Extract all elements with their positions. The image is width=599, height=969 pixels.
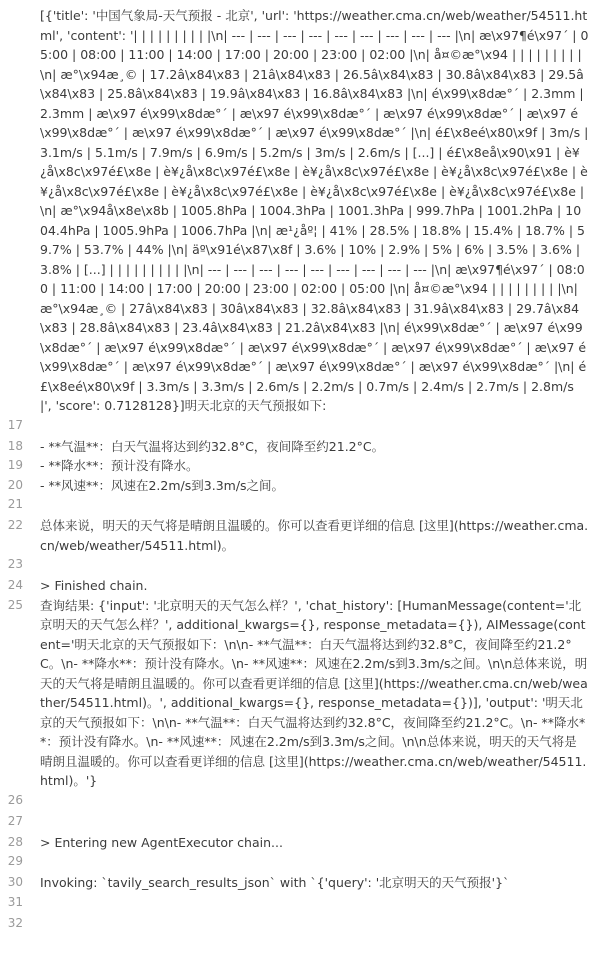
line-text[interactable]: > Finished chain. [40, 578, 148, 593]
line-number: 17 [7, 417, 23, 432]
code-line [0, 852, 599, 873]
code-line [0, 576, 599, 596]
line-number: 23 [7, 557, 23, 571]
line-number: 25 [7, 597, 23, 612]
code-line [0, 437, 599, 457]
code-line [0, 812, 599, 833]
line-number: 21 [7, 497, 23, 511]
line-number: 30 [7, 875, 23, 889]
code-line [0, 6, 599, 416]
line-text[interactable]: 查询结果: {'input': '北京明天的天气怎么样？', 'chat_history': [HumanMessage(content='北京明天的天气怎么样？', additional_kwargs={}, response_metadata={}), AIMessage(content='明天北京的天气预报如下：\n\n- **气温**：白天气温将达到约32.8°C，夜间降至约21.2°C。\n- **降水**：预计没有降水。\n- **风速**：风速在2.2m/s到3.3m/s之间。\n\n总体来说，明天的天气将是晴朗且温暖的。你可以查看更详细的信息 [这里](https://weather.cma.cn/web/weather/54511.html)。', additional_kwargs={}, response_metadata={})], 'output': '明天北京的天气预报如下：\n\n- **气温**：白天气温将达到约32.8°C，夜间降至约21.2°C。\n- **降水**：预计没有降水。\n- **风速**：风速在2.2m/s到3.3m/s之间。\n\n总体来说，明天的天气将是晴朗且温暖的。你可以查看更详细的信息 [这里](https://weather.cma.cn/web/weather/54511.html)。'} [40, 597, 588, 788]
line-text[interactable]: [{'title': '中国气象局-天气预报 - 北京', 'url': 'https://weather.cma.cn/web/weather/54511.html', 'content': '| | | | | | | | | |\n| --- | --- | --- | --- | --- | --- | --- | --- | --- |\n| æ\x97¶é\x97´ | 05:00 | 08:00 | 11:00 | 14:00 | 17:00 | 20:00 | 23:00 | 02:00 |\n| å¤©æ°\x94 | | | | | | | | |\n| æ°\x94æ¸© | 17.2â\x84\x83 | 21â\x84\x83 | 26.5â\x84\x83 | 30.8â\x84\x83 | 29.5â\x84\x83 | 25.8â\x84\x83 | 19.9â\x84\x83 | 16.8â\x84\x83 |\n| é\x99\x8dæ°´ | 2.3mm | 2.3mm | æ\x97 é\x99\x8dæ°´ | æ\x97 é\x99\x8dæ°´ | æ\x97 é\x99\x8dæ°´ | æ\x97 é\x99\x8dæ°´ | æ\x97 é\x99\x8dæ°´ | æ\x97 é\x99\x8dæ°´ |\n| é£\x8eé\x80\x9f | 3m/s | 3.1m/s | 5.1m/s | 7.9m/s | 6.9m/s | 5.2m/s | 3m/s | 2.6m/s | [...] | é£\x8eå\x90\x91 | è¥¿å\x8c\x97é£\x8e | è¥¿å\x8c\x97é£\x8e | è¥¿å\x8c\x97é£\x8e | è¥¿å\x8c\x97é£\x8e | è¥¿å\x8c\x97é£\x8e | è¥¿å\x8c\x97é£\x8e | è¥¿å\x8c\x97é£\x8e | è¥¿å\x8c\x97é£\x8e |\n| æ°\x94å\x8e\x8b | 1005.8hPa | 1004.3hPa | 1001.3hPa | 999.7hPa | 1001.2hPa | 1004.4hPa | 1005.9hPa | 1006.7hPa |\n| æ¹¿åº¦ | 41% | 28.5% | 18.8% | 15.4% | 18.7% | 59.7% | 53.7% | 44% |\n| äº\x91é\x87\x8f | 3.6% | 10% | 2.9% | 5% | 6% | 3.5% | 3.6% | 3.8% | [...] | | | | | | | | | |\n| --- | --- | --- | --- | --- | --- | --- | --- | --- |\n| æ\x97¶é\x97´ | 08:00 | 11:00 | 14:00 | 17:00 | 20:00 | 23:00 | 02:00 | 05:00 |\n| å¤©æ°\x94 | | | | | | | | |\n| æ°\x94æ¸© | 27â\x84\x83 | 30â\x84\x83 | 32.8â\x84\x83 | 31.9â\x84\x83 | 29.7â\x84\x83 | 28.8â\x84\x83 | 23.4â\x84\x83 | 21.2â\x84\x83 |\n| é\x99\x8dæ°´ | æ\x97 é\x99\x8dæ°´ | æ\x97 é\x99\x8dæ°´ | æ\x97 é\x99\x8dæ°´ | æ\x97 é\x99\x8dæ°´ | æ\x97 é\x99\x8dæ°´ | æ\x97 é\x99\x8dæ°´ | æ\x97 é\x99\x8dæ°´ | æ\x97 é\x99\x8dæ°´ |\n| é£\x8eé\x80\x9f | 3.3m/s | 3.3m/s | 2.6m/s | 2.2m/s | 0.7m/s | 2.4m/s | 2.7m/s | 2.8m/s |', 'score': 0.7128128}]明天北京的天气预报如下: [40, 8, 593, 413]
line-number: 19 [7, 458, 23, 472]
line-number: 18 [7, 438, 23, 453]
line-text[interactable]: > Entering new AgentExecutor chain... [40, 834, 283, 850]
code-line [0, 914, 599, 935]
code-line [0, 456, 599, 476]
line-number: 29 [7, 854, 23, 868]
code-line [0, 495, 599, 516]
code-line [0, 833, 599, 853]
line-number: 24 [7, 578, 23, 592]
line-number: 31 [7, 894, 23, 909]
line-text[interactable]: - **气温**：白天气温将达到约32.8°C，夜间降至约21.2°C。 [40, 438, 385, 454]
code-line [0, 516, 599, 555]
code-line [0, 873, 599, 893]
code-line [0, 555, 599, 576]
log-editor [0, 6, 599, 969]
line-text[interactable]: - **降水**：预计没有降水。 [40, 458, 199, 473]
line-text[interactable]: - **风速**：风速在2.2m/s到3.3m/s之间。 [40, 477, 285, 493]
code-line [0, 893, 599, 914]
line-number: 20 [7, 477, 23, 492]
code-line [0, 476, 599, 496]
line-number: 32 [7, 915, 23, 930]
line-number: 27 [7, 813, 23, 828]
code-line [0, 416, 599, 437]
line-number: 26 [7, 792, 23, 807]
line-number: 22 [7, 518, 23, 532]
line-number: 28 [7, 834, 23, 849]
code-line [0, 596, 599, 791]
line-text[interactable]: Invoking: `tavily_search_results_json` with `{'query': '北京明天的天气预报'}` [40, 875, 510, 890]
line-text[interactable]: 总体来说，明天的天气将是晴朗且温暖的。你可以查看更详细的信息 [这里](https://weather.cma.cn/web/weather/54511.html)。 [40, 518, 589, 553]
code-line [0, 791, 599, 812]
